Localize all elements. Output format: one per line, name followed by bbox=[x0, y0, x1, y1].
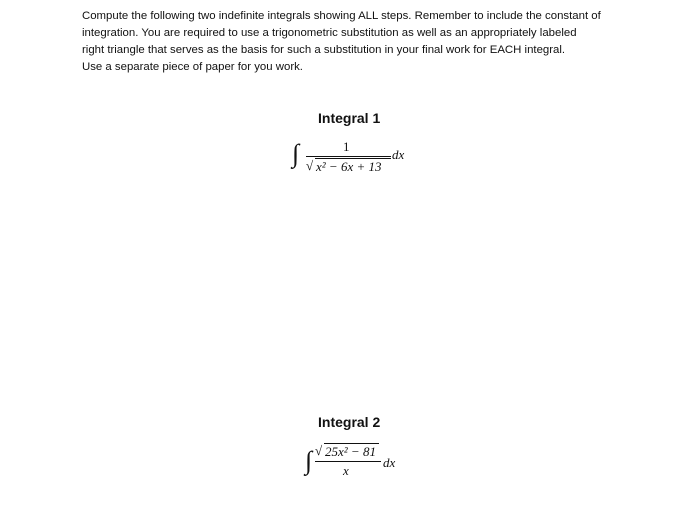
integral-2-title: Integral 2 bbox=[318, 414, 381, 430]
integral-1-differential: dx bbox=[392, 147, 405, 162]
integral-1-sign: ∫ bbox=[292, 139, 300, 168]
instructions-line-4: Use a separate piece of paper for you work. bbox=[82, 61, 303, 73]
instructions bbox=[82, 8, 642, 76]
integral-2-numerator: 25x² − 81 bbox=[325, 444, 376, 459]
instructions-line-2: integration. You are required to use a trigonometric substitution as well as an appropriately labeled bbox=[82, 27, 577, 39]
integral-2-radical: √ bbox=[315, 443, 323, 458]
instructions-line-1: Compute the following two indefinite integrals showing ALL steps. Remember to include the constant of bbox=[82, 10, 601, 22]
integral-1-numerator: 1 bbox=[343, 139, 350, 154]
integral-2-denominator: x bbox=[343, 463, 349, 478]
integral-2-sign: ∫ bbox=[305, 446, 313, 475]
integral-1-title: Integral 1 bbox=[318, 110, 381, 126]
integral-1-radical: √ bbox=[306, 158, 314, 173]
integral-1-denominator: x² − 6x + 13 bbox=[316, 159, 382, 174]
instructions-line-3: right triangle that serves as the basis for such a substitution in your final work for EACH integral. bbox=[82, 44, 566, 56]
integral-2-differential: dx bbox=[383, 455, 396, 470]
integral-2-fraction-bar bbox=[315, 461, 381, 462]
integral-1-fraction-bar bbox=[306, 156, 391, 157]
